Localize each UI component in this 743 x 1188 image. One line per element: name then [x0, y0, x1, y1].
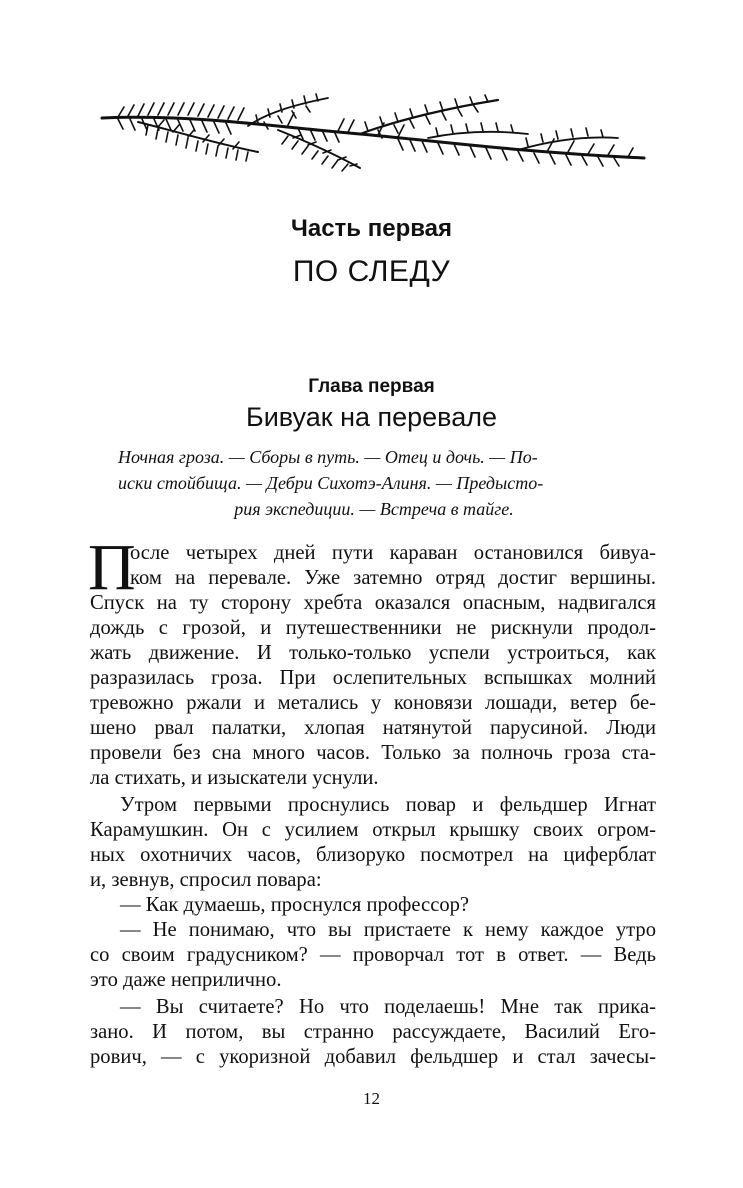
body-text-line: — Вы считаете? Но что поделаешь! Мне так прика- — [120, 996, 656, 1018]
body-text-line: шено рвал палатки, хлопая натянутой парусиной. Люди — [90, 717, 656, 739]
body-text-line: Карамушкин. Он с усилием открыл крышку своих огром- — [90, 819, 656, 841]
body-text-line: жать движение. И только-только успели устроиться, как — [90, 642, 656, 664]
body-text-line: осле четырех дней пути караван остановился бивуа- — [130, 542, 656, 564]
part-title: ПО СЛЕДУ — [292, 255, 451, 288]
body-text-line: это даже неприлично. — [90, 969, 282, 991]
body-text-line: ных охотничих часов, близоруко посмотрел на циферблат — [90, 844, 656, 866]
chapter-label: Глава первая — [308, 376, 435, 397]
body-text-line: ла стихать, и изыскатели уснули. — [90, 767, 379, 789]
body-text-line: рович, — с укоризной добавил фельдшер и стал зачесы- — [90, 1046, 656, 1068]
chapter-synopsis-line: рия экспедиции. — Встреча в тайге. — [234, 499, 514, 519]
body-text-line: провели без сна много часов. Только за полночь гроза ста- — [90, 742, 656, 764]
chapter-synopsis-line: иски стойбища. — Дебри Сихотэ-Алиня. — Предысто- — [118, 473, 544, 493]
body-text-line: тревожно ржали и метались у коновязи лошади, ветер бе- — [90, 692, 656, 714]
body-text-line: зано. И потом, вы странно рассуждаете, Василий Его- — [90, 1021, 656, 1043]
page-number: 12 — [363, 1089, 380, 1108]
conifer-branch-ornament — [98, 92, 646, 174]
body-text-line: Утром первыми проснулись повар и фельдшер Игнат — [120, 794, 656, 816]
body-text-line: — Как думаешь, проснулся профессор? — [120, 894, 470, 916]
body-text-line: дождь с грозой, и путешественники не рискнули продол- — [90, 617, 656, 639]
drop-cap: П — [88, 531, 136, 604]
body-text-line: ком на перевале. Уже затемно отряд достиг вершины. — [130, 567, 656, 589]
body-text-line: и, зевнув, спросил повара: — [90, 869, 322, 891]
body-text-line: разразилась гроза. При ослепительных вспышках молний — [90, 667, 656, 689]
chapter-title: Бивуак на перевале — [245, 402, 497, 432]
body-text-line: Спуск на ту сторону хребта оказался опасным, надвигался — [90, 592, 656, 614]
chapter-synopsis-line: Ночная гроза. — Сборы в путь. — Отец и дочь. — По- — [118, 447, 538, 467]
body-text-line: со своим градусником? — проворчал тот в ответ. — Ведь — [90, 944, 656, 966]
part-label: Часть первая — [290, 215, 453, 242]
body-text-line: — Не понимаю, что вы пристаете к нему каждое утро — [120, 919, 656, 941]
